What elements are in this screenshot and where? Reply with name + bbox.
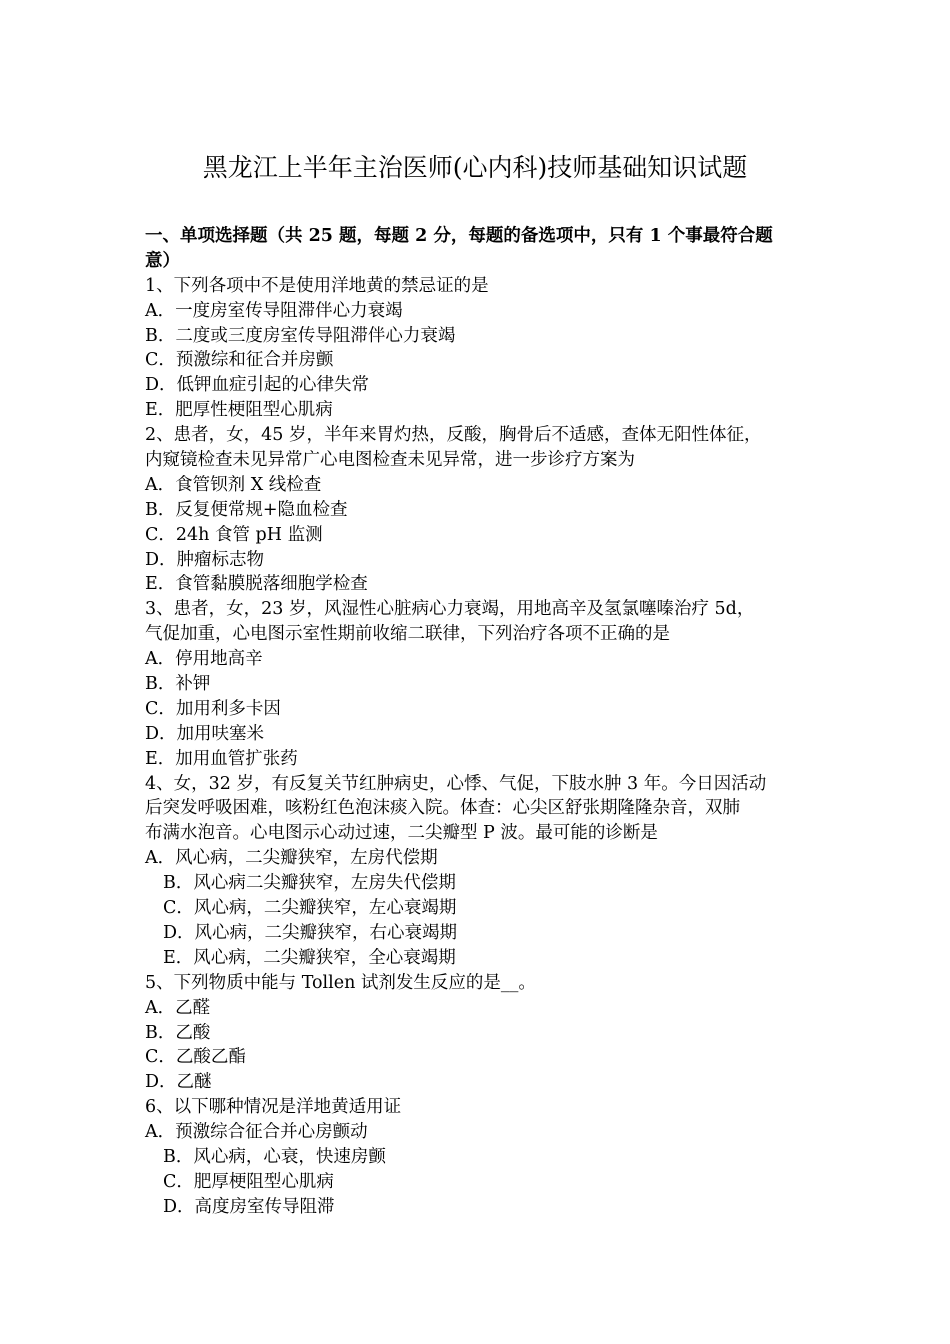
question-4-option-c: C．风心病，二尖瓣狭窄，左心衰竭期 [163,898,457,919]
question-4-option-b: B．风心病二尖瓣狭窄，左房失代偿期 [163,873,456,894]
question-5-stem: 5、下列物质中能与 Tollen 试剂发生反应的是__。 [145,972,536,993]
question-3-stem-line-1: 3、患者，女，23 岁，风湿性心脏病心力衰竭，用地高辛及氢氯噻嗪治疗 5d， [145,599,755,620]
question-1-option-d: D．低钾血症引起的心律失常 [145,375,370,396]
question-2-option-c: C．24h 食管 pH 监测 [145,524,323,545]
question-6-option-a: A．预激综合征合并心房颤动 [145,1122,368,1143]
question-4-stem-line-3: 布满水泡音。心电图示心动过速，二尖瓣型 P 波。最可能的诊断是 [145,823,658,844]
question-1-option-e: E．肥厚性梗阻型心肌病 [145,400,333,421]
question-1-option-c: C．预激综和征合并房颤 [145,350,334,371]
question-4-option-e: E．风心病，二尖瓣狭窄，全心衰竭期 [163,947,456,968]
question-1-option-a: A．一度房室传导阻滞伴心力衰竭 [145,300,403,321]
question-5-option-a: A．乙醛 [145,997,211,1018]
question-1-stem: 1、下列各项中不是使用洋地黄的禁忌证的是 [145,275,489,296]
section-heading-line-1: 一、单项选择题（共 25 题，每题 2 分，每题的备选项中，只有 1 个事最符合题 [145,226,773,246]
question-6-option-b: B．风心病，心衰，快速房颤 [163,1146,386,1167]
question-1-option-b: B．二度或三度房室传导阻滞伴心力衰竭 [145,325,456,346]
document-body [145,224,825,1220]
question-6-stem: 6、以下哪种情况是洋地黄适用证 [145,1097,402,1118]
question-5-option-d: D．乙醚 [145,1072,212,1093]
question-2-option-e: E．食管黏膜脱落细胞学检查 [145,574,368,595]
question-4-stem-line-1: 4、女，32 岁，有反复关节红肿病史，心悸、气促，下肢水肿 3 年。今日因活动 [145,773,767,794]
question-4-option-d: D．风心病，二尖瓣狭窄，右心衰竭期 [163,922,458,943]
question-3-option-b: B．补钾 [145,674,211,695]
question-3-option-e: E．加用血管扩张药 [145,748,298,769]
document-title: 黑龙江上半年主治医师(心内科)技师基础知识试题 [202,153,748,182]
question-2-option-b: B．反复便常规+隐血检查 [145,499,348,520]
question-2-option-d: D．肿瘤标志物 [145,549,265,570]
question-6-option-d: D．高度房室传导阻滞 [163,1196,335,1217]
question-4-option-a: A．风心病，二尖瓣狭窄，左房代偿期 [145,848,438,869]
question-5-option-b: B．乙酸 [145,1022,211,1043]
question-3-option-a: A．停用地高辛 [145,649,263,670]
question-3-option-c: C．加用利多卡因 [145,698,281,719]
question-3-option-d: D．加用呋塞米 [145,723,265,744]
question-5-option-c: C．乙酸乙酯 [145,1047,246,1068]
question-2-stem-line-1: 2、患者，女，45 岁，半年来胃灼热，反酸，胸骨后不适感，查体无阳性体征， [145,425,762,446]
section-heading-line-2: 意） [145,250,180,271]
question-3-stem-line-2: 气促加重，心电图示室性期前收缩二联律，下列治疗各项不正确的是 [145,624,670,645]
question-6-option-c: C．肥厚梗阻型心肌病 [163,1171,334,1192]
question-4-stem-line-2: 后突发呼吸困难，咳粉红色泡沫痰入院。体查：心尖区舒张期隆隆杂音，双肺 [145,798,740,819]
question-2-stem-line-2: 内窥镜检查未见异常广心电图检查未见异常，进一步诊疗方案为 [145,450,635,471]
question-2-option-a: A．食管钡剂 X 线检查 [145,474,322,495]
